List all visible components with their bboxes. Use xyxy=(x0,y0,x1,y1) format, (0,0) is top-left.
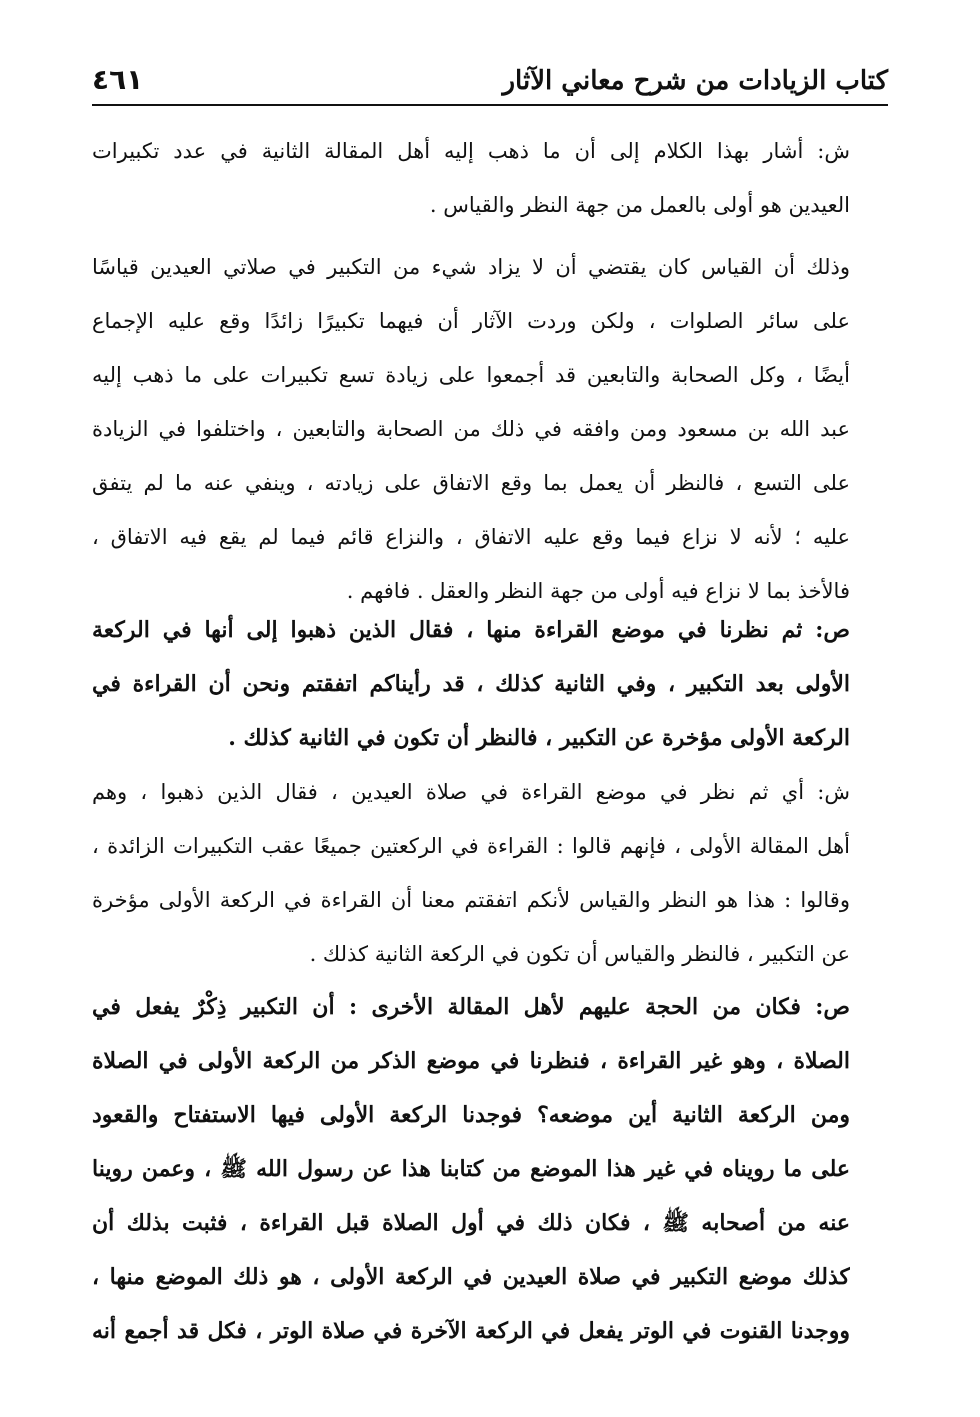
page-number: ٤٦١ xyxy=(92,63,144,96)
text-line: كذلك موضع التكبير في صلاة العيدين في الركعة الأولى ، هو ذلك الموضع منها ، xyxy=(92,1264,850,1290)
text-line: على التسع ، فالنظر أن يعمل بما وقع الاتفاق على زيادته ، وينفي عنه ما لم يتفق xyxy=(92,471,850,495)
text-line: على ما رويناه في غير هذا الموضع من كتابنا هذا عن رسول الله ﷺ ، وعمن روينا xyxy=(92,1156,850,1182)
text-line: الركعة الأولى مؤخرة عن التكبير ، فالنظر أن تكون في الثانية كذلك . xyxy=(228,725,850,751)
text-line: ش: أي ثم نظر في موضع القراءة في صلاة العيدين ، فقال الذين ذهبوا ، وهم xyxy=(92,780,850,804)
commentary-paragraph-2 xyxy=(92,240,850,618)
text-line: وذلك أن القياس كان يقتضي أن لا يزاد شيء من التكبير في صلاتي العيدين قياسًا xyxy=(92,255,850,279)
text-line: وقالوا : هذا هو النظر والقياس لأنكم اتفقتم معنا أن القراءة في الركعة الأولى مؤخرة xyxy=(92,888,850,912)
text-line: عن التكبير ، فالنظر والقياس أن تكون في الركعة الثانية كذلك . xyxy=(309,942,850,966)
text-line: على سائر الصلوات ، ولكن وردت الآثار أن فيهما تكبيرًا زائدًا وقع عليه الإجماع xyxy=(92,309,850,333)
text-line: ومن الركعة الثانية أين موضعه؟ فوجدنا الركعة الأولى فيها الاستفتاح والقعود xyxy=(92,1102,850,1128)
text-line: الأولى بعد التكبير ، وفي الثانية كذلك ، قد رأيناكم اتفقتم ونحن أن القراءة في xyxy=(92,671,850,697)
page-header xyxy=(92,52,888,106)
text-line: عبد الله بن مسعود ومن وافقه في ذلك من الصحابة والتابعين ، واختلفوا في الزيادة xyxy=(92,417,850,441)
text-line: ووجدنا القنوت في الوتر يفعل في الركعة الآخرة في صلاة الوتر ، فكل قد أجمع أنه xyxy=(92,1318,850,1344)
text-line: ص: ثم نظرنا في موضع القراءة منها ، فقال الذين ذهبوا إلى أنها في الركعة xyxy=(92,617,850,643)
text-line: العيدين هو أولى بالعمل من جهة النظر والقياس . xyxy=(429,193,850,217)
matn-paragraph-1 xyxy=(92,603,850,765)
text-line: ص: فكان من الحجة عليهم لأهل المقالة الأخرى : أن التكبير ذِكْرٌ يفعل في xyxy=(92,994,850,1020)
text-line: ش: أشار بهذا الكلام إلى أن ما ذهب إليه أهل المقالة الثانية في عدد تكبيرات xyxy=(92,139,850,163)
running-title: كتاب الزيادات من شرح معاني الآثار xyxy=(502,66,888,96)
text-line: الصلاة ، وهو غير القراءة ، فنظرنا في موضع الذكر من الركعة الأولى في الصلاة xyxy=(92,1048,850,1074)
commentary-paragraph-3 xyxy=(92,765,850,981)
matn-paragraph-2 xyxy=(92,980,850,1358)
text-line: أهل المقالة الأولى ، فإنهم قالوا : القراءة في الركعتين جميعًا عقب التكبيرات الزائدة ، xyxy=(92,834,850,858)
text-line: أيضًا ، وكل الصحابة والتابعين قد أجمعوا على زيادة تسع تكبيرات على ما ذهب إليه xyxy=(92,363,850,387)
commentary-paragraph-1 xyxy=(92,124,850,232)
text-line: عنه من أصحابه ﷺ ، فكان ذلك في أول الصلاة قبل القراءة ، فثبت بذلك أن xyxy=(92,1210,850,1236)
text-line: فالأخذ بما لا نزاع فيه أولى من جهة النظر والعقل . فافهم . xyxy=(346,579,850,603)
text-line: عليه ؛ لأنه لا نزاع فيما وقع عليه الاتفاق ، والنزاع قائم فيما لم يقع فيه الاتفاق ، xyxy=(92,525,850,549)
